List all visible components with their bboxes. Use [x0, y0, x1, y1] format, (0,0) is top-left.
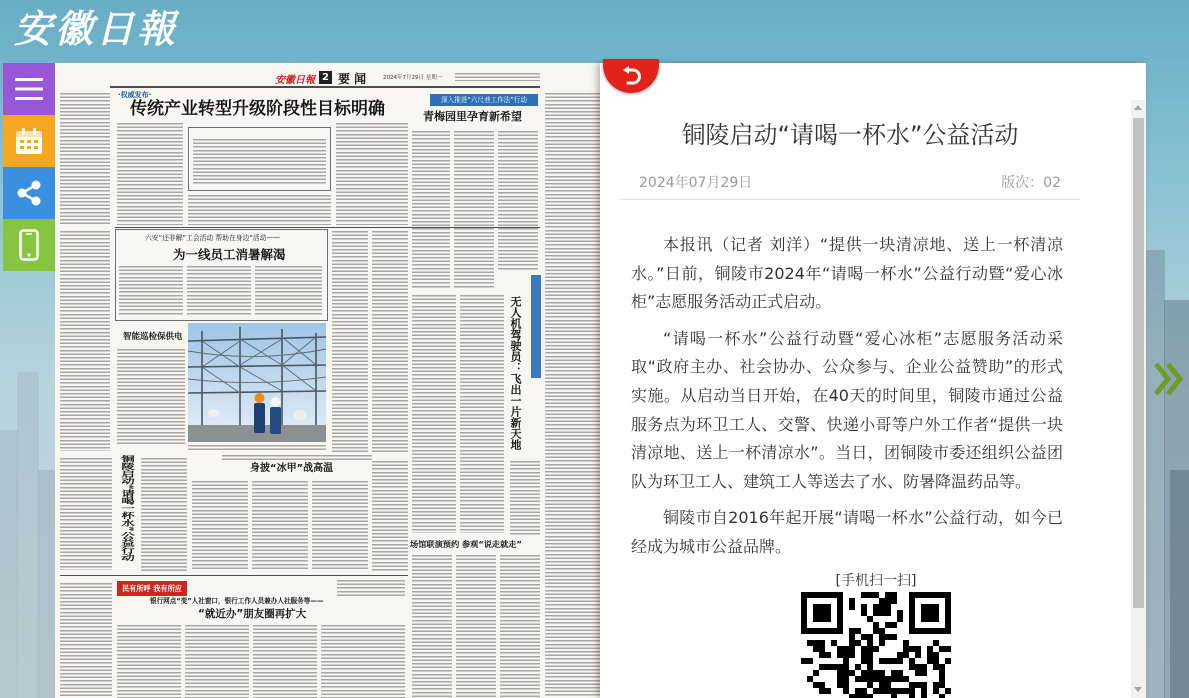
qr-module — [849, 652, 855, 658]
text-column — [187, 266, 251, 316]
qr-module — [903, 688, 909, 694]
qr-module — [885, 658, 891, 664]
qr-module — [867, 634, 873, 640]
qr-module — [813, 646, 819, 652]
qr-module — [861, 610, 867, 616]
qr-module — [873, 592, 879, 598]
qr-module — [933, 688, 939, 694]
background-building — [38, 470, 55, 698]
column-banner: 民有所呼 我有所应 — [117, 581, 187, 596]
text-column — [460, 295, 504, 533]
qr-code — [801, 592, 951, 698]
qr-module — [849, 598, 855, 604]
qr-module — [867, 670, 873, 676]
qr-module — [921, 688, 927, 694]
return-arrow-icon — [620, 66, 642, 86]
masthead-page-number: 2 — [319, 71, 332, 84]
qr-module — [867, 664, 873, 670]
section-rule — [115, 227, 540, 228]
text-column — [255, 266, 322, 316]
text-column — [312, 481, 368, 571]
qr-module — [813, 682, 819, 688]
qr-module — [855, 688, 861, 694]
qr-module — [885, 604, 891, 610]
qr-module — [807, 640, 813, 646]
qr-module — [843, 658, 849, 664]
qr-module — [903, 640, 909, 646]
background-building — [1146, 250, 1165, 698]
qr-module — [849, 670, 855, 676]
text-column — [412, 555, 452, 698]
share-icon — [15, 179, 43, 207]
qr-module — [879, 628, 885, 634]
qr-module — [861, 670, 867, 676]
qr-module — [897, 688, 903, 694]
qr-module — [885, 688, 891, 694]
text-column — [60, 231, 110, 451]
qr-module — [891, 694, 897, 698]
qr-module — [939, 694, 945, 698]
qr-module — [927, 652, 933, 658]
lead-headline[interactable]: 传统产业转型升级阶段性目标明确 — [130, 99, 385, 119]
qr-module — [897, 676, 903, 682]
qr-module — [921, 694, 927, 698]
share-button[interactable] — [3, 167, 55, 219]
qr-module — [855, 676, 861, 682]
qr-module — [879, 670, 885, 676]
qr-module — [879, 640, 885, 646]
qr-module — [897, 652, 903, 658]
qr-module — [885, 592, 891, 598]
qr-module — [879, 688, 885, 694]
text-column — [545, 93, 600, 698]
text-column — [185, 625, 249, 698]
mobile-phone-icon — [19, 229, 39, 261]
scroll-up-arrow[interactable] — [1134, 105, 1142, 110]
bank-kicker: 银行网点“变”人社窗口，银行工作人员兼办人社服务等—— — [150, 597, 324, 605]
qr-module — [891, 676, 897, 682]
qr-module — [867, 694, 873, 698]
text-column — [119, 266, 183, 316]
power-grid-photo[interactable] — [188, 323, 326, 442]
qr-module — [939, 646, 945, 652]
background-building — [17, 372, 39, 698]
scrollbar[interactable] — [1131, 100, 1146, 698]
qr-module — [891, 592, 897, 598]
double-chevron-right-icon[interactable] — [1152, 360, 1186, 398]
qr-module — [891, 622, 897, 628]
qr-module — [915, 652, 921, 658]
news-tag: ·权威发布· — [118, 91, 152, 99]
masthead-logo: 安徽日報 — [275, 75, 315, 86]
qr-module — [873, 628, 879, 634]
qr-module — [939, 676, 945, 682]
article-paragraph: 本报讯（记者 刘洋）“提供一块清凉地、送上一杯清凉水。”日前，铜陵市2024年“请喝一杯水”公益行动暨“爱心冰柜”志愿服务活动正式启动。 — [631, 235, 1063, 312]
qr-module — [933, 682, 939, 688]
text-column — [60, 583, 112, 698]
qr-module — [867, 676, 873, 682]
qr-module — [921, 604, 939, 622]
qr-module — [861, 658, 867, 664]
qr-module — [897, 610, 903, 616]
qr-module — [861, 688, 867, 694]
qr-module — [837, 670, 843, 676]
qr-module — [849, 640, 855, 646]
article-meta — [620, 173, 1080, 193]
qr-module — [933, 664, 939, 670]
qr-module — [909, 688, 915, 694]
qr-module — [879, 682, 885, 688]
text-column — [336, 123, 408, 225]
qr-module — [819, 688, 825, 694]
masthead-info-text — [455, 73, 540, 81]
masthead-date: 2024年7月29日 星期一 — [383, 75, 443, 81]
qr-module — [897, 658, 903, 664]
article-date: 2024年07月29日 — [639, 175, 753, 191]
qr-module — [867, 682, 873, 688]
inspection-headline[interactable]: 智能巡检保供电 — [123, 332, 183, 342]
text-column — [60, 458, 112, 570]
qr-module — [861, 652, 867, 658]
text-column — [321, 625, 405, 698]
qr-module — [885, 622, 891, 628]
qr-module — [837, 664, 843, 670]
qr-module — [939, 670, 945, 676]
qr-module — [819, 640, 825, 646]
qr-module — [843, 646, 849, 652]
text-column — [253, 625, 317, 698]
qr-module — [873, 676, 879, 682]
meta-divider — [620, 199, 1080, 200]
text-column — [332, 231, 368, 453]
qr-module — [927, 646, 933, 652]
qr-module — [867, 658, 873, 664]
qr-module — [861, 604, 867, 610]
article-title: 铜陵启动“请喝一杯水”公益活动 — [681, 121, 1019, 149]
qr-module — [801, 658, 807, 664]
article-panel — [600, 63, 1146, 698]
newspaper-page[interactable] — [55, 63, 600, 698]
qr-module — [855, 628, 861, 634]
masthead-section: 要 闻 — [338, 72, 367, 86]
bank-headline[interactable]: “就近办”朋友圈再扩大 — [198, 608, 307, 620]
text-column — [141, 458, 187, 571]
qr-module — [807, 676, 813, 682]
qr-module — [849, 694, 855, 698]
qr-module — [885, 676, 891, 682]
qr-module — [915, 664, 921, 670]
article-page-label: 版次：02 — [1001, 175, 1061, 191]
article-paragraph: 铜陵市自2016年起开展“请喝一杯水”公益行动，如今已经成为城市公益品牌。 — [631, 508, 1063, 556]
qr-module — [825, 652, 831, 658]
text-column — [454, 131, 494, 289]
qr-module — [891, 670, 897, 676]
qr-module — [891, 688, 897, 694]
qr-module — [909, 694, 915, 698]
campaign-banner: 深入推进“六尺巷工作法”行动 — [430, 94, 538, 106]
liuan-headline[interactable]: 为一线员工消暑解渴 — [173, 247, 286, 262]
text-column — [192, 481, 248, 571]
qr-module — [885, 634, 891, 640]
qr-module — [849, 628, 855, 634]
scroll-down-arrow[interactable] — [1134, 687, 1142, 692]
text-column — [412, 131, 450, 289]
qr-module — [885, 598, 891, 604]
qr-module — [843, 682, 849, 688]
qingmei-headline[interactable]: 青梅园里孕育新希望 — [423, 110, 522, 123]
qr-module — [885, 682, 891, 688]
qr-module — [873, 610, 879, 616]
qr-module — [903, 652, 909, 658]
qr-module — [945, 646, 951, 652]
article-paragraph: “请喝一杯水”公益行动暨“爱心冰柜”志愿服务活动采取“政府主办、社会协办、公众参与、企业公益赞助”的形式实施。从启动当日开始，在40天的时间里，铜陵市通过公益服务点为环卫工人、交警、快递小哥等户外工作者“提供一块清凉地、送上一杯清凉水”。当日，团铜陵市委还组织公益团队为环卫工人、建筑工人等送去了水、防暑降温药品等。 — [631, 328, 1063, 491]
qr-module — [867, 652, 873, 658]
qr-module — [849, 646, 855, 652]
qr-module — [813, 604, 831, 622]
qr-module — [873, 670, 879, 676]
text-column — [372, 461, 408, 571]
text-column — [117, 625, 181, 698]
qr-module — [825, 688, 831, 694]
text-column — [60, 93, 110, 225]
qr-module — [819, 646, 825, 652]
qr-module — [837, 682, 843, 688]
qr-module — [939, 682, 945, 688]
side-toolbar — [3, 63, 55, 271]
qr-module — [909, 658, 915, 664]
qr-module — [849, 604, 855, 610]
qr-module — [831, 640, 837, 646]
qr-module — [879, 598, 885, 604]
qr-module — [909, 682, 915, 688]
calendar-button[interactable] — [3, 115, 55, 167]
qr-module — [837, 652, 843, 658]
text-column — [412, 295, 456, 533]
text-column — [498, 131, 538, 271]
qr-module — [831, 664, 837, 670]
drone-headline[interactable]: 无人机驾驶员：飞出一片新天地 — [509, 296, 522, 450]
qr-module — [867, 646, 873, 652]
calendar-icon — [15, 127, 43, 155]
qr-module — [945, 688, 951, 694]
qr-module — [861, 592, 867, 598]
qr-module — [903, 676, 909, 682]
qr-module — [927, 658, 933, 664]
qr-module — [843, 688, 849, 694]
qr-module — [843, 670, 849, 676]
text-column — [337, 580, 405, 596]
qr-caption: [手机扫一扫] — [835, 573, 917, 589]
liuan-kicker: 六安“还非解”工会活动 帮助在身边“活动—— — [145, 234, 281, 242]
qr-module — [879, 604, 885, 610]
qr-module — [915, 670, 921, 676]
qr-module — [849, 634, 855, 640]
qr-module — [933, 658, 939, 664]
qr-module — [903, 646, 909, 652]
qr-module — [861, 694, 867, 698]
qr-module — [837, 646, 843, 652]
qr-module — [861, 634, 867, 640]
qr-module — [891, 598, 897, 604]
text-column — [252, 481, 308, 571]
qr-module — [933, 640, 939, 646]
mobile-button[interactable] — [3, 219, 55, 271]
text-column — [510, 461, 540, 535]
qr-module — [897, 670, 903, 676]
qr-module — [879, 610, 885, 616]
qr-module — [861, 646, 867, 652]
qr-module — [885, 610, 891, 616]
qr-module — [873, 622, 879, 628]
qr-module — [855, 664, 861, 670]
qr-module — [837, 676, 843, 682]
qr-module — [891, 634, 897, 640]
qr-module — [879, 658, 885, 664]
menu-icon — [15, 78, 43, 100]
qr-module — [921, 670, 927, 676]
qr-module — [819, 652, 825, 658]
qr-module — [915, 682, 921, 688]
qr-module — [921, 664, 927, 670]
text-column — [372, 231, 408, 453]
qr-module — [933, 652, 939, 658]
qr-module — [873, 688, 879, 694]
ice-armor-headline[interactable]: 身披“冰甲”战高温 — [250, 463, 334, 474]
qr-module — [867, 640, 873, 646]
section-tag — [531, 275, 541, 378]
site-logo[interactable]: 安徽日報 — [14, 6, 179, 51]
text-column — [193, 139, 326, 185]
qr-module — [945, 658, 951, 664]
qr-module — [909, 646, 915, 652]
qr-module — [873, 604, 879, 610]
qr-module — [867, 592, 873, 598]
qr-module — [879, 676, 885, 682]
qr-module — [807, 658, 813, 664]
qr-module — [843, 676, 849, 682]
tongling-headline[interactable]: 铜陵启动“请喝一杯水”公益行动 — [119, 455, 137, 561]
qr-module — [867, 616, 873, 622]
text-column — [117, 349, 185, 445]
masthead-rule — [110, 86, 540, 88]
kicker-text — [222, 455, 372, 460]
text-column — [188, 195, 331, 225]
qr-module — [915, 646, 921, 652]
qr-module — [813, 640, 819, 646]
qr-module — [909, 664, 915, 670]
background-building — [1170, 470, 1189, 698]
section-rule — [60, 575, 408, 576]
qr-module — [939, 664, 945, 670]
qr-module — [891, 658, 897, 664]
qr-module — [819, 682, 825, 688]
qr-module — [873, 646, 879, 652]
qr-module — [855, 694, 861, 698]
qr-module — [843, 652, 849, 658]
qr-module — [843, 664, 849, 670]
article-body — [631, 231, 1063, 570]
photo-caption-text — [188, 445, 326, 452]
text-column — [456, 555, 496, 698]
scrollbar-thumb[interactable] — [1133, 118, 1144, 608]
qr-module — [921, 682, 927, 688]
qr-module — [825, 664, 831, 670]
qr-module — [861, 676, 867, 682]
text-column — [117, 123, 183, 225]
text-column — [500, 555, 540, 698]
qr-module — [879, 634, 885, 640]
qr-module — [897, 616, 903, 622]
venues-headline[interactable]: 场馆联演预约 参观“说走就走” — [410, 539, 522, 549]
qr-module — [813, 670, 819, 676]
qr-module — [855, 640, 861, 646]
background-building — [0, 430, 18, 698]
qr-module — [819, 664, 825, 670]
menu-button[interactable] — [3, 63, 55, 115]
